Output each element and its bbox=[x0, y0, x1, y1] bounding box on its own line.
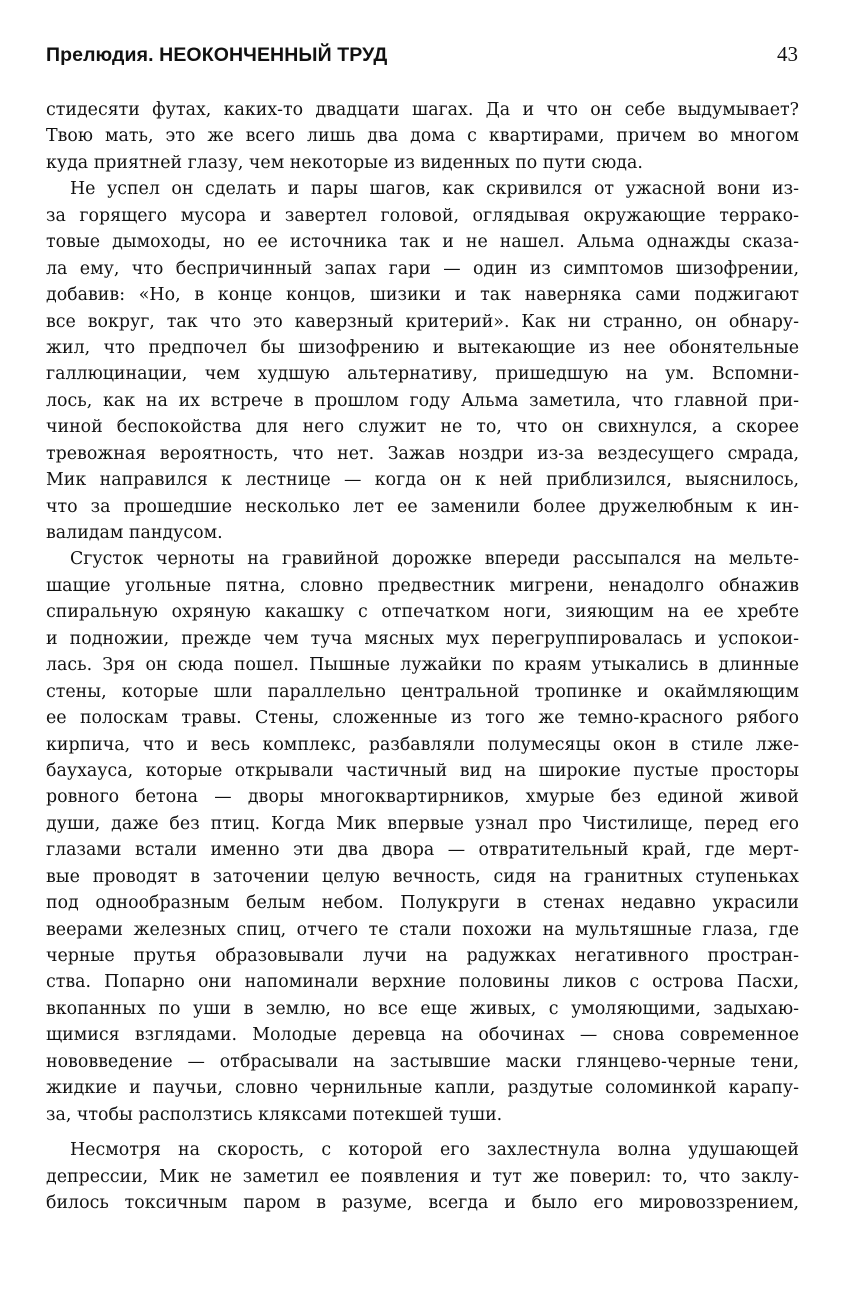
text-line: лась. Зря он сюда пошел. Пышные лужайки по краям утыкались в длинные bbox=[46, 655, 799, 676]
text-line: депрессии, Мик не заметил ее появления и тут же поверил: то, что заклу- bbox=[46, 1166, 799, 1187]
text-line: веерами железных спиц, отчего те стали похожи на мультяшные глаза, где bbox=[46, 919, 799, 940]
text-line: черные прутья образовывали лучи на радужках негативного простран- bbox=[46, 946, 799, 966]
text-line: жил, что предпочел бы шизофрению и вытекающие из нее обонятельные bbox=[46, 337, 799, 358]
text-line: глазами встали именно эти два двора — отвратительный край, где мерт- bbox=[46, 840, 799, 861]
text-line: валидам пандусом. bbox=[46, 523, 223, 543]
text-line: под однообразным белым небом. Полукруги в стенах недавно украсили bbox=[46, 893, 799, 914]
text-line: ее полоскам травы. Стены, сложенные из того же темно-красного рябого bbox=[46, 708, 799, 729]
text-line: за горящего мусора и завертел головой, оглядывая окружающие террако- bbox=[46, 205, 799, 226]
text-line: за, чтобы расползтись кляксами потекшей туши. bbox=[46, 1104, 503, 1125]
running-head bbox=[46, 42, 798, 74]
text-line: Несмотря на скорость, с которой его захлестнула волна удушающей bbox=[70, 1140, 799, 1161]
text-line: что за прошедшие несколько лет ее заменили более дружелюбным к ин- bbox=[46, 496, 799, 517]
text-line: Сгусток черноты на гравийной дорожке впереди рассыпался на мельте- bbox=[70, 549, 799, 570]
text-line: щимися взглядами. Молодые деревца на обочинах — снова современное bbox=[46, 1025, 799, 1046]
text-line: спиральную охряную какашку с отпечатком ноги, зияющим на ее хребте bbox=[46, 602, 799, 623]
text-line: Твою мать, это же всего лишь два дома с квартирами, причем во многом bbox=[46, 126, 799, 147]
text-line: жидкие и паучьи, словно чернильные капли, раздутые соломинкой карапу- bbox=[46, 1078, 799, 1099]
text-line: чиной беспокойства для него служит не то, что он свихнулся, а скорее bbox=[46, 417, 799, 438]
page-number: 43 bbox=[777, 42, 798, 66]
paragraph-gap bbox=[46, 1128, 799, 1137]
body-text bbox=[46, 97, 799, 1216]
text-line: нововведение — отбрасывали на застывшие маски глянцево-черные тени, bbox=[46, 1051, 799, 1072]
text-line: тревожная вероятность, что нет. Зажав ноздри из-за вездесущего смрада, bbox=[46, 443, 799, 464]
text-line: лось, как на их встрече в прошлом году Альма заметила, что главной при- bbox=[46, 390, 799, 411]
text-line: Мик направился к лестнице — когда он к ней приблизился, выяснилось, bbox=[46, 470, 799, 491]
text-line: стены, которые шли параллельно центральной тропинке и окаймляющим bbox=[46, 681, 799, 702]
text-line: куда приятней глазу, чем некоторые из виденных по пути сюда. bbox=[46, 152, 643, 173]
text-line: ства. Попарно они напоминали верхние половины ликов с острова Пасхи, bbox=[46, 972, 799, 993]
text-line: все вокруг, так что это каверзный критерий». Как ни странно, он обнару- bbox=[46, 311, 799, 332]
paragraph bbox=[46, 1137, 799, 1216]
text-line: шащие угольные пятна, словно предвестник мигрени, ненадолго обнажив bbox=[46, 575, 799, 596]
text-line: ровного бетона — дворы многоквартирников, хмурые без единой живой bbox=[46, 787, 799, 808]
paragraph bbox=[46, 546, 799, 1128]
text-line: вые проводят в заточении целую вечность, сидя на гранитных ступеньках bbox=[46, 866, 799, 887]
text-line: баухауса, которые открывали частичный вид на широкие пустые просторы bbox=[46, 760, 799, 781]
paragraph bbox=[46, 176, 799, 546]
text-line: Не успел он сделать и пары шагов, как скривился от ужасной вони из- bbox=[70, 179, 799, 200]
text-line: добавив: «Но, в конце концов, шизики и так наверняка сами поджигают bbox=[46, 285, 799, 306]
text-line: вкопанных по уши в землю, но все еще живых, с умоляющими, задыхаю- bbox=[46, 998, 799, 1019]
text-line: товые дымоходы, но ее источника так и не нашел. Альма однажды сказа- bbox=[46, 232, 799, 253]
text-line: и подножии, прежде чем туча мясных мух перегруппировалась и успокои- bbox=[46, 628, 799, 649]
text-line: стидесяти футах, каких-то двадцати шагах. Да и что он себе выдумывает? bbox=[46, 100, 799, 120]
paragraph bbox=[46, 97, 799, 176]
text-line: кирпича, что и весь комплекс, разбавляли полумесяцы окон в стиле лже- bbox=[46, 734, 799, 755]
running-title: Прелюдия. НЕОКОНЧЕННЫЙ ТРУД bbox=[46, 44, 388, 66]
text-line: души, даже без птиц. Когда Мик впервые узнал про Чистилище, перед его bbox=[46, 813, 799, 834]
text-line: ла ему, что беспричинный запах гари — один из симптомов шизофрении, bbox=[46, 258, 799, 279]
text-line: галлюцинации, чем худшую альтернативу, пришедшую на ум. Вспомни- bbox=[46, 364, 799, 385]
text-line: билось токсичным паром в разуме, всегда и было его мировоззрением, bbox=[46, 1192, 799, 1213]
